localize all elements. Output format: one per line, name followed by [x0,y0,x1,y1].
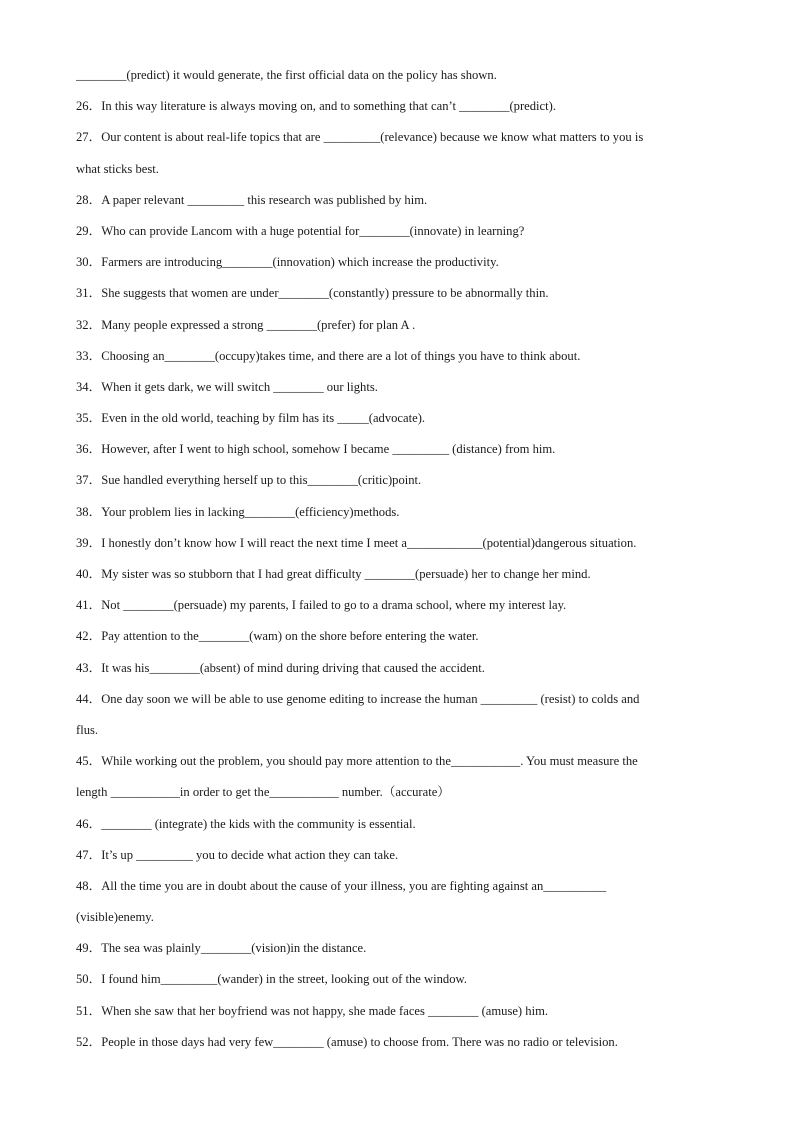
question-49: 49．The sea was plainly________(vision)in the distance. [76,941,367,956]
question-37: 37．Sue handled everything herself up to this________(critic)point. [76,473,422,488]
question-41: 41．Not ________(persuade) my parents, I failed to go to a drama school, where my interest lay. [76,598,567,613]
question-51: 51．When she saw that her boyfriend was not happy, she made faces ________ (amuse) him. [76,1003,549,1018]
text-line: flus. [76,722,99,737]
question-34: 34．When it gets dark, we will switch ________ our lights. [76,379,378,394]
question-26: 26．In this way literature is always moving on, and to something that can’t ________(predict). [76,99,556,114]
question-36: 36．However, after I went to high school, somehow I became _________ (distance) from him. [76,442,556,457]
worksheet-page [76,60,726,1058]
question-45: 45．While working out the problem, you should pay more attention to the___________. You must measure the [76,754,638,769]
question-48: 48．All the time you are in doubt about the cause of your illness, you are fighting against an__________ [76,878,607,893]
text-line: ________(predict) it would generate, the first official data on the policy has shown. [76,68,497,82]
question-42: 42．Pay attention to the________(wam) on the shore before entering the water. [76,629,479,644]
question-46: 46．________ (integrate) the kids with the community is essential. [76,816,416,831]
question-27: 27．Our content is about real-life topics that are _________(relevance) because we know what matters to you is [76,130,644,145]
question-40: 40．My sister was so stubborn that I had great difficulty ________(persuade) her to change her mind. [76,567,591,581]
text-line: what sticks best. [76,161,159,176]
question-39: 39．I honestly don’t know how I will react the next time I meet a____________(potential)dangerous situation. [76,535,637,550]
question-35: 35．Even in the old world, teaching by film has its _____(advocate). [76,411,426,426]
text-line: length ___________in order to get the___________ number.（accurate） [76,785,450,800]
question-33: 33．Choosing an________(occupy)takes time, and there are a lot of things you have to think about. [76,348,581,363]
question-31: 31．She suggests that women are under________(constantly) pressure to be abnormally thin. [76,286,549,301]
question-43: 43．It was his________(absent) of mind during driving that caused the accident. [76,660,485,675]
text-line: (visible)enemy. [76,910,154,925]
question-50: 50．I found him_________(wander) in the street, looking out of the window. [76,972,467,987]
question-29: 29．Who can provide Lancom with a huge potential for________(innovate) in learning? [76,223,525,238]
question-32: 32．Many people expressed a strong ________(prefer) for plan A . [76,317,416,332]
question-47: 47．It’s up _________ you to decide what action they can take. [76,847,399,862]
question-52: 52．People in those days had very few________ (amuse) to choose from. There was no radio or television. [76,1034,618,1049]
question-38: 38．Your problem lies in lacking________(efficiency)methods. [76,504,400,519]
question-28: 28．A paper relevant _________ this research was published by him. [76,192,428,207]
question-44: 44．One day soon we will be able to use genome editing to increase the human _________ (resist) to colds and [76,691,640,706]
question-30: 30．Farmers are introducing________(innovation) which increase the productivity. [76,255,499,270]
